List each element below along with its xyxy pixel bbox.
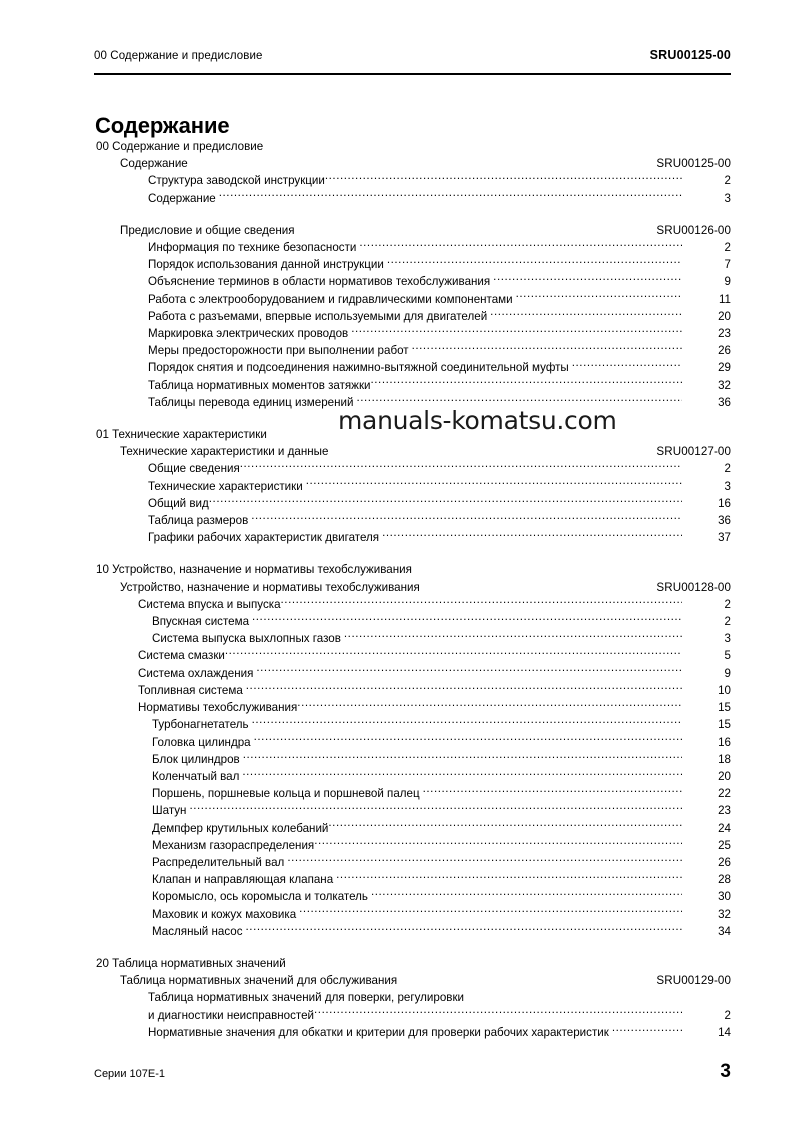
toc-group — [94, 561, 731, 939]
toc-entry-label: Турбонагнетатель — [152, 718, 249, 732]
toc-entry[interactable] — [94, 647, 731, 664]
toc-dot-leader — [493, 274, 682, 285]
toc-group — [94, 138, 731, 411]
header-divider-rule — [94, 73, 731, 75]
toc-entry-label: Шатун — [152, 804, 187, 818]
toc-entry-label: Общие сведения — [148, 462, 240, 476]
toc-group — [94, 426, 731, 546]
toc-entry[interactable] — [94, 308, 731, 325]
toc-entry[interactable] — [94, 871, 731, 888]
toc-entry-page-number: 5 — [724, 649, 731, 663]
toc-entry-label: Меры предосторожности при выполнении работ — [148, 344, 409, 358]
toc-entry[interactable] — [94, 512, 731, 529]
toc-dot-leader — [252, 717, 682, 728]
toc-subsection-heading[interactable] — [94, 443, 731, 460]
toc-entry-page-number: 10 — [718, 683, 731, 697]
toc-subsection-code: SRU00129-00 — [656, 974, 731, 988]
toc-entry-page-number: 26 — [718, 344, 731, 358]
toc-entry-label: Впускная система — [152, 615, 250, 629]
toc-entry-label: Поршень, поршневые кольца и поршневой палец — [152, 787, 420, 801]
toc-dot-leader — [371, 378, 683, 389]
toc-entry[interactable] — [94, 478, 731, 495]
toc-entry-page-number: 2 — [724, 462, 731, 476]
toc-entry-page-number: 2 — [724, 615, 731, 629]
toc-entry[interactable] — [94, 854, 731, 871]
toc-dot-leader — [287, 855, 682, 866]
toc-entry-page-number: 16 — [718, 735, 731, 749]
toc-entry[interactable] — [94, 888, 731, 905]
toc-entry-page-number: 28 — [718, 873, 731, 887]
toc-entry-page-number: 20 — [718, 309, 731, 323]
toc-dot-leader — [243, 752, 682, 763]
toc-section-heading-label: 00 Содержание и предисловие — [96, 140, 264, 153]
toc-entry-page-number: 18 — [718, 752, 731, 766]
running-header — [94, 48, 731, 62]
toc-entry-label: Маркировка электрических проводов — [148, 327, 349, 341]
toc-entry-label: Таблицы перевода единиц измерений — [148, 395, 354, 409]
toc-entry-label: Топливная система — [138, 683, 243, 697]
toc-section-heading[interactable] — [94, 561, 731, 578]
toc-entry-page-number: 26 — [718, 855, 731, 869]
toc-entry-label: Графики рабочих характеристик двигателя — [148, 531, 380, 545]
toc-entry-label: Блок цилиндров — [152, 752, 240, 766]
toc-entry-label: и диагностики неисправностей — [148, 1008, 315, 1022]
toc-subsection-code: SRU00127-00 — [656, 445, 731, 459]
toc-dot-leader — [371, 889, 682, 900]
toc-entry-label: Коленчатый вал — [152, 769, 240, 783]
toc-entry[interactable] — [94, 906, 731, 923]
toc-dot-leader — [189, 803, 682, 814]
toc-entry[interactable] — [94, 325, 731, 342]
toc-entry-label: Информация по технике безопасности — [148, 241, 357, 255]
toc-entry[interactable] — [94, 630, 731, 647]
toc-dot-leader — [297, 700, 682, 711]
toc-entry[interactable] — [94, 239, 731, 256]
toc-dot-leader — [225, 648, 682, 659]
toc-section-heading-label: 20 Таблица нормативных значений — [96, 956, 286, 970]
toc-entry-label: Система охлаждения — [138, 666, 254, 680]
toc-dot-leader — [246, 924, 682, 935]
toc-entry-label: Общий вид — [148, 496, 209, 510]
toc-entry-label: Система впуска и выпуска — [138, 597, 281, 611]
toc-dot-leader — [336, 872, 682, 883]
toc-entry-label: Работа с электрооборудованием и гидравлическими компонентами — [148, 292, 513, 306]
toc-entry-page-number: 3 — [724, 479, 731, 493]
toc-entry-page-number: 7 — [724, 258, 731, 272]
toc-dot-leader — [306, 479, 682, 490]
toc-entry-page-number: 29 — [718, 361, 731, 375]
toc-entry-label: Система смазки — [138, 649, 225, 663]
toc-entry[interactable] — [94, 460, 731, 477]
toc-group — [94, 955, 731, 1041]
toc-dot-leader — [612, 1025, 682, 1036]
toc-entry-label: Структура заводской инструкции — [148, 174, 325, 188]
toc-entry-page-number: 23 — [718, 804, 731, 818]
toc-entry-label: Таблица размеров — [148, 514, 249, 528]
toc-dot-leader — [256, 666, 682, 677]
toc-entry-page-number: 23 — [718, 327, 731, 341]
toc-dot-leader — [246, 683, 682, 694]
toc-subsection-heading[interactable] — [94, 155, 731, 172]
toc-dot-leader — [314, 1008, 682, 1019]
toc-entry-label: Содержание — [148, 191, 216, 205]
toc-section-heading[interactable] — [94, 955, 731, 972]
toc-dot-leader — [328, 821, 682, 832]
toc-entry[interactable] — [94, 768, 731, 785]
toc-entry[interactable] — [94, 172, 731, 189]
toc-entry-label: Работа с разъемами, впервые используемыми для двигателей — [148, 309, 488, 323]
toc-entry-label: Нормативы техобслуживания — [138, 701, 298, 715]
header-section-title: 00 Содержание и предисловие — [94, 50, 263, 62]
toc-entry-label: Масляный насос — [152, 924, 243, 938]
toc-entry-page-number: 2 — [724, 241, 731, 255]
toc-entry-page-number: 32 — [718, 907, 731, 921]
toc-entry-page-number: 2 — [724, 1008, 731, 1022]
toc-entry-page-number: 22 — [718, 787, 731, 801]
toc-section-heading-label: 01 Технические характеристики — [96, 428, 267, 442]
toc-entry-page-number: 2 — [724, 174, 731, 188]
toc-subsection-heading[interactable] — [94, 579, 731, 596]
toc-dot-leader — [325, 173, 682, 184]
toc-entry-page-number: 15 — [718, 718, 731, 732]
toc-entry-page-number: 32 — [718, 378, 731, 392]
toc-entry-page-number: 30 — [718, 890, 731, 904]
toc-entry[interactable] — [94, 1007, 731, 1024]
toc-section-heading[interactable] — [94, 138, 731, 155]
toc-entry-label: Таблица нормативных значений для поверки, регулировки — [148, 991, 464, 1005]
toc-dot-leader — [490, 309, 682, 320]
toc-entry[interactable] — [94, 342, 731, 359]
toc-entry[interactable] — [94, 734, 731, 751]
toc-entry-label: Технические характеристики — [148, 479, 303, 493]
toc-dot-leader — [356, 395, 682, 406]
toc-entry[interactable] — [94, 699, 731, 716]
toc-entry[interactable] — [94, 716, 731, 733]
toc-subsection-title: Содержание — [120, 157, 188, 171]
toc-section-heading-label: 10 Устройство, назначение и нормативы техобслуживания — [96, 563, 412, 577]
toc-entry-page-number: 9 — [724, 275, 731, 289]
toc-dot-leader — [423, 786, 682, 797]
toc-subsection-title: Таблица нормативных значений для обслуживания — [120, 974, 398, 988]
toc-dot-leader — [240, 461, 682, 472]
toc-entry-page-number: 2 — [724, 597, 731, 611]
toc-entry-label: Демпфер крутильных колебаний — [152, 821, 329, 835]
toc-dot-leader — [314, 838, 682, 849]
toc-entry-page-number: 11 — [718, 292, 731, 306]
toc-dot-leader — [516, 292, 682, 303]
toc-entry[interactable] — [94, 923, 731, 940]
toc-dot-leader — [467, 990, 682, 1001]
toc-entry[interactable] — [94, 989, 731, 1006]
toc-entry-page-number: 25 — [718, 838, 731, 852]
toc-entry[interactable] — [94, 596, 731, 613]
toc-entry[interactable] — [94, 802, 731, 819]
toc-entry-label: Головка цилиндра — [152, 735, 251, 749]
toc-entry-label: Механизм газораспределения — [152, 838, 315, 852]
toc-entry[interactable] — [94, 751, 731, 768]
header-document-code: SRU00125-00 — [649, 48, 731, 62]
toc-dot-leader — [242, 769, 682, 780]
toc-dot-leader — [299, 907, 682, 918]
toc-entry-page-number: 9 — [724, 666, 731, 680]
toc-entry[interactable] — [94, 837, 731, 854]
toc-entry-page-number: 24 — [718, 821, 731, 835]
toc-entry-page-number: 3 — [724, 191, 731, 205]
toc-dot-leader — [359, 240, 682, 251]
toc-entry[interactable] — [94, 291, 731, 308]
toc-entry-page-number: 16 — [718, 496, 731, 510]
toc-entry-label: Порядок снятия и подсоединения нажимно-вытяжной соединительной муфты — [148, 361, 569, 375]
toc-entry-page-number: 14 — [718, 1025, 731, 1039]
toc-dot-leader — [209, 496, 682, 507]
toc-entry[interactable] — [94, 682, 731, 699]
toc-entry-label: Маховик и кожух маховика — [152, 907, 297, 921]
toc-entry-label: Коромысло, ось коромысла и толкатель — [152, 890, 368, 904]
toc-dot-leader — [412, 343, 682, 354]
toc-subsection-code: SRU00125-00 — [656, 157, 731, 171]
toc-entry-page-number: 34 — [718, 924, 731, 938]
toc-entry-label: Система выпуска выхлопных газов — [152, 632, 341, 646]
toc-subsection-title: Технические характеристики и данные — [120, 445, 329, 459]
toc-entry[interactable] — [94, 495, 731, 512]
toc-entry-label: Клапан и направляющая клапана — [152, 873, 334, 887]
toc-dot-leader — [382, 530, 682, 541]
toc-dot-leader — [351, 326, 682, 337]
toc-entry-page-number: 37 — [718, 531, 731, 545]
toc-subsection-code: SRU00128-00 — [656, 580, 731, 594]
toc-entry-label: Нормативные значения для обкатки и критерии для проверки рабочих характеристик — [148, 1025, 609, 1039]
toc-subsection-title: Устройство, назначение и нормативы техобслуживания — [120, 580, 420, 594]
toc-dot-leader — [252, 614, 682, 625]
watermark-text: manuals-komatsu.com — [338, 406, 617, 435]
toc-dot-leader — [387, 257, 682, 268]
footer-page-number: 3 — [720, 1061, 731, 1082]
toc-dot-leader — [219, 191, 682, 202]
toc-entry[interactable] — [94, 273, 731, 290]
toc-entry-page-number: 36 — [718, 395, 731, 409]
footer-series-label: Серии 107E-1 — [94, 1068, 165, 1080]
toc-entry[interactable] — [94, 377, 731, 394]
toc-entry-label: Объяснение терминов в области нормативов техобслуживания — [148, 275, 491, 289]
table-of-contents — [94, 138, 731, 1041]
toc-entry-label: Порядок использования данной инструкции — [148, 258, 384, 272]
toc-entry[interactable] — [94, 529, 731, 546]
page-footer — [94, 1061, 731, 1083]
toc-entry-page-number: 20 — [718, 769, 731, 783]
toc-entry-label: Таблица нормативных моментов затяжки — [148, 378, 371, 392]
toc-entry[interactable] — [94, 820, 731, 837]
toc-subsection-code: SRU00126-00 — [656, 223, 731, 237]
toc-entry-label: Распределительный вал — [152, 855, 285, 869]
toc-dot-leader — [572, 360, 682, 371]
page-title: Содержание — [95, 112, 230, 138]
toc-entry[interactable] — [94, 190, 731, 207]
toc-subsection-heading[interactable] — [94, 222, 731, 239]
toc-entry[interactable] — [94, 785, 731, 802]
toc-entry[interactable] — [94, 359, 731, 376]
toc-dot-leader — [251, 513, 682, 524]
toc-dot-leader — [281, 597, 682, 608]
toc-entry[interactable] — [94, 1024, 731, 1041]
toc-subsection-title: Предисловие и общие сведения — [120, 223, 295, 237]
toc-dot-leader — [344, 631, 682, 642]
toc-entry-page-number: 36 — [718, 514, 731, 528]
toc-subsection-heading[interactable] — [94, 972, 731, 989]
toc-entry[interactable] — [94, 665, 731, 682]
toc-entry-page-number: 3 — [724, 632, 731, 646]
toc-dot-leader — [254, 735, 682, 746]
toc-entry[interactable] — [94, 256, 731, 273]
toc-entry[interactable] — [94, 613, 731, 630]
toc-entry-page-number: 15 — [718, 701, 731, 715]
